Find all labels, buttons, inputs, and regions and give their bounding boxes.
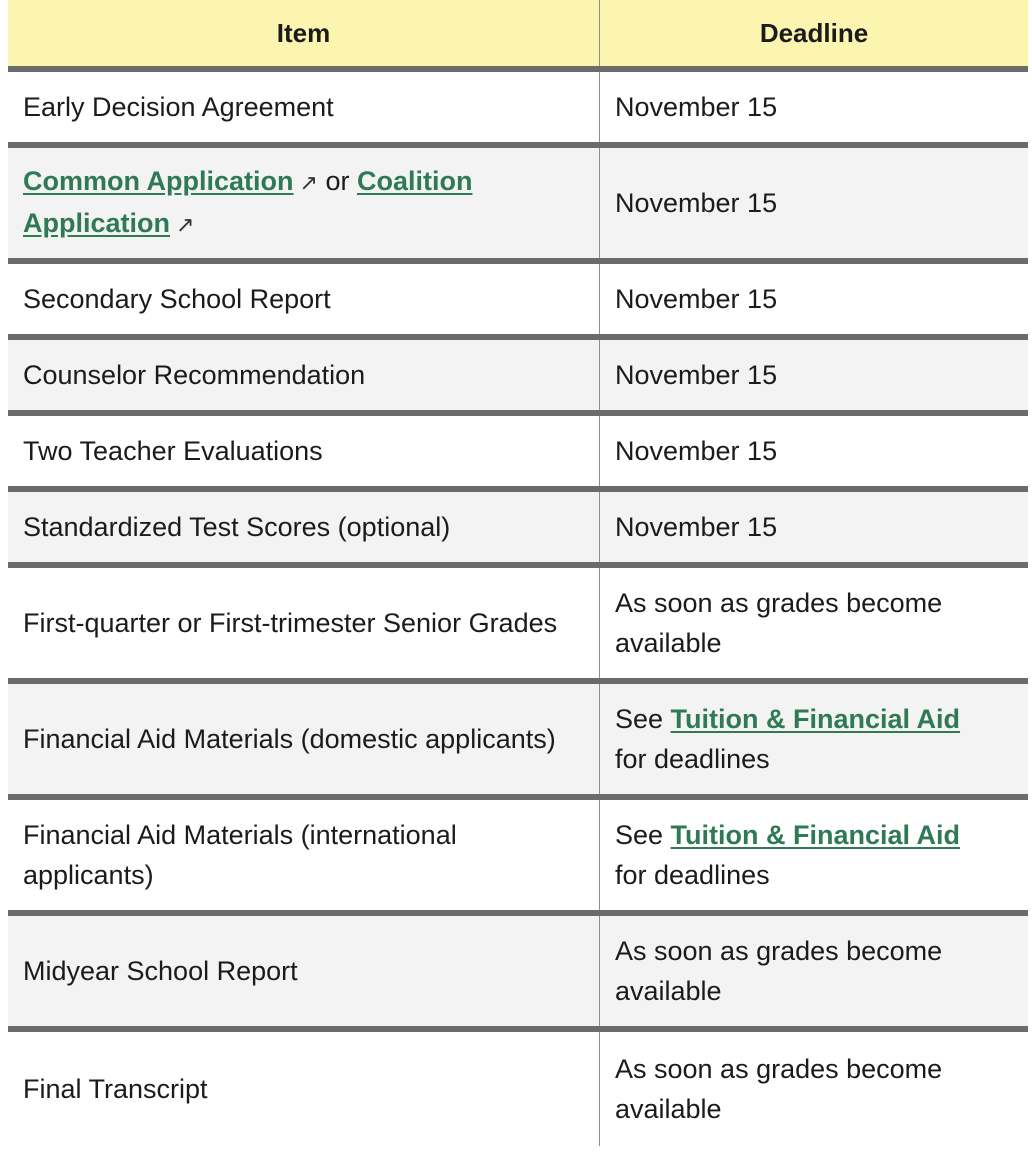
- row-deadline: November 15: [599, 72, 1028, 142]
- row-item: Financial Aid Materials (international applicants): [23, 820, 457, 890]
- coalition-application-link[interactable]: Coalition: [356, 166, 473, 196]
- table-row: [8, 492, 1028, 568]
- tuition-financial-aid-link[interactable]: Tuition & Financial Aid: [670, 820, 961, 850]
- row-item: Counselor Recommendation: [23, 360, 366, 390]
- row-item: Secondary School Report: [23, 284, 331, 314]
- row-deadline: As soon as grades become available: [599, 1032, 1028, 1146]
- deadline-for-deadlines: for deadlines: [615, 744, 770, 774]
- table-row: [8, 800, 1028, 916]
- row-item: Standardized Test Scores (optional): [23, 512, 451, 542]
- row-deadline: November 15: [599, 148, 1028, 258]
- external-link-icon: ↗: [176, 212, 195, 237]
- row-item: Two Teacher Evaluations: [23, 436, 323, 466]
- table-row: [8, 264, 1028, 340]
- tuition-financial-aid-link[interactable]: Tuition & Financial Aid: [670, 704, 961, 734]
- row-deadline: As soon as grades become available: [599, 568, 1028, 678]
- table-row: [8, 148, 1028, 264]
- table-row: [8, 340, 1028, 416]
- header-item: Item: [276, 17, 331, 48]
- row-item: Financial Aid Materials (domestic applicants): [23, 724, 556, 754]
- row-item: Early Decision Agreement: [23, 92, 334, 122]
- deadlines-table: [8, 0, 1028, 1146]
- table-row: [8, 416, 1028, 492]
- table-row: [8, 1032, 1028, 1146]
- deadline-see: See: [615, 820, 671, 850]
- table-row: [8, 684, 1028, 800]
- row-item: [8, 148, 599, 258]
- table-row: [8, 568, 1028, 684]
- row-item: Final Transcript: [23, 1074, 208, 1104]
- row-deadline: As soon as grades become available: [599, 916, 1028, 1026]
- header-deadline: Deadline: [599, 0, 1028, 66]
- row-deadline: November 15: [599, 264, 1028, 334]
- table-row: [8, 916, 1028, 1032]
- common-application-link[interactable]: Common Application: [23, 166, 294, 196]
- external-link-icon: ↗: [299, 170, 318, 195]
- row-deadline: [599, 800, 1028, 910]
- row-item-or: or: [317, 166, 357, 196]
- row-deadline: November 15: [599, 492, 1028, 562]
- table-header: [8, 0, 1028, 72]
- row-deadline: November 15: [599, 416, 1028, 486]
- table-row: [8, 72, 1028, 148]
- deadline-see: See: [615, 704, 671, 734]
- row-deadline: [599, 684, 1028, 794]
- row-deadline: November 15: [599, 340, 1028, 410]
- coalition-application-link[interactable]: Application: [23, 208, 170, 238]
- row-item: First-quarter or First-trimester Senior Grades: [23, 608, 558, 638]
- row-item: Midyear School Report: [23, 956, 298, 986]
- deadline-for-deadlines: for deadlines: [615, 860, 770, 890]
